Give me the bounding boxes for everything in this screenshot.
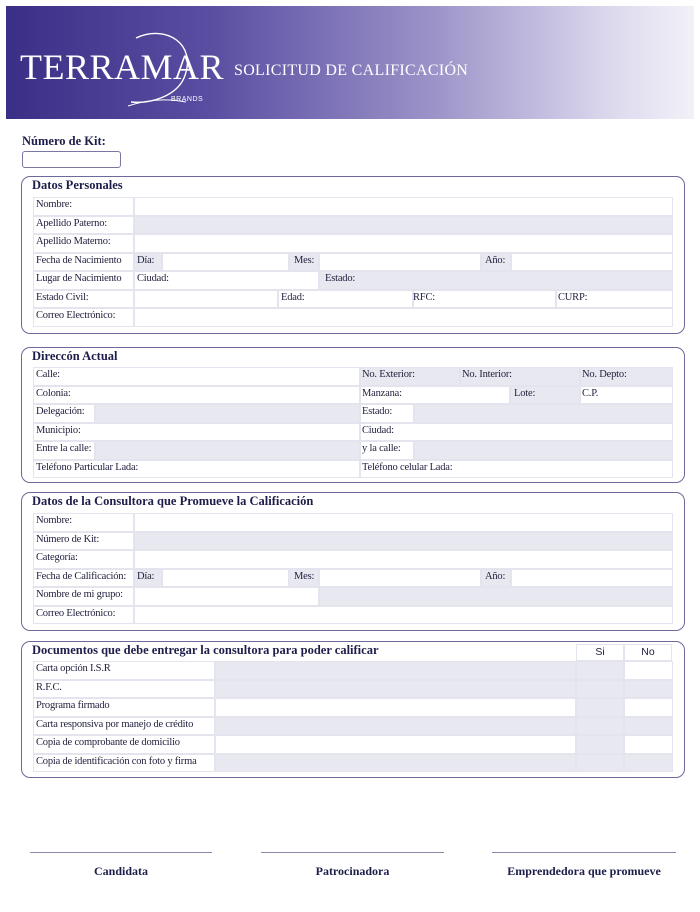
doc-no-checkbox[interactable] (624, 680, 673, 699)
doc-no-checkbox[interactable] (624, 735, 673, 754)
row-fecha-calificacion (33, 569, 673, 588)
section-datos-consultora (21, 492, 685, 631)
no-exterior-label: No. Exterior: (362, 369, 415, 380)
doc-si-checkbox[interactable] (576, 754, 624, 773)
lugar-nacimiento-label: Lugar de Nacimiento (36, 273, 122, 284)
apellido-paterno-field[interactable] (134, 216, 673, 235)
colonia-field[interactable] (33, 386, 360, 405)
section-title: Datos Personales (32, 178, 123, 192)
calle-field[interactable] (33, 367, 360, 386)
municipio-label: Municipio: (36, 424, 81, 436)
doc-row (33, 754, 673, 773)
calif-mes-field[interactable] (319, 569, 481, 588)
consultora-kit-label: Número de Kit: (36, 533, 100, 545)
doc-si-checkbox[interactable] (576, 717, 624, 736)
calif-mes-label: Mes: (294, 570, 315, 582)
calle-label: Calle: (36, 369, 60, 380)
row-colonia (33, 386, 673, 405)
row-correo (33, 308, 673, 327)
row-estado-civil (33, 290, 673, 309)
edad-label: Edad: (281, 291, 305, 303)
dia-label: Día: (137, 254, 155, 266)
row-entre-calle (33, 441, 673, 460)
ciudad-label: Ciudad: (137, 273, 169, 284)
dia-field[interactable] (162, 253, 289, 272)
row-consultora-nombre (33, 513, 673, 532)
nombre-field[interactable] (134, 197, 673, 216)
row-delegacion (33, 404, 673, 423)
calif-dia-field[interactable] (162, 569, 289, 588)
consultora-nombre-label: Nombre: (36, 515, 72, 526)
fecha-nacimiento-label: Fecha de Nacimiento (36, 254, 122, 266)
consultora-correo-label: Correo Electrónico: (36, 607, 116, 619)
section-title: Datos de la Consultora que Promueve la Calificación (32, 494, 314, 508)
row-nombre (33, 197, 673, 216)
row-grupo (33, 587, 673, 606)
row-categoria (33, 550, 673, 569)
apellido-paterno-label: Apellido Paterno: (36, 217, 107, 229)
si-column-header: Si (595, 646, 605, 658)
estado-label: Estado: (325, 273, 356, 284)
correo-field[interactable] (134, 308, 673, 327)
estado-civil-label: Estado Civil: (36, 291, 89, 303)
section-title: Direccón Actual (32, 349, 118, 363)
section-documentos (21, 641, 685, 778)
telefono-particular-label: Teléfono Particular Lada: (36, 461, 139, 473)
signature-line-patrocinadora[interactable] (261, 852, 444, 853)
signature-line-emprendedora[interactable] (492, 852, 676, 853)
form-title: SOLICITUD DE CALIFICACIÓN (234, 62, 469, 79)
ciudad-dir-label: Ciudad: (362, 424, 394, 436)
rfc-label: RFC: (413, 291, 435, 303)
entre-calle-label: Entre la calle: (36, 443, 92, 454)
doc-si-checkbox[interactable] (576, 735, 624, 754)
no-column-header: No (641, 646, 655, 658)
municipio-field[interactable] (33, 423, 360, 442)
estado-dir-label: Estado: (362, 406, 393, 417)
row-apellido-materno (33, 234, 673, 253)
no-depto-label: No. Depto: (582, 369, 627, 380)
lote-label: Lote: (514, 387, 536, 399)
doc-label: R.F.C. (36, 681, 62, 693)
anio-label: Año: (485, 254, 506, 266)
cp-label: C.P. (582, 387, 599, 399)
categoria-label: Categoría: (36, 552, 78, 563)
mes-label: Mes: (294, 254, 315, 266)
doc-no-checkbox[interactable] (624, 754, 673, 773)
section-datos-personales (21, 176, 685, 334)
header-banner (6, 6, 694, 119)
apellido-materno-field[interactable] (134, 234, 673, 253)
y-la-calle-label: y la calle: (362, 443, 401, 454)
doc-row (33, 661, 673, 680)
consultora-nombre-field[interactable] (134, 513, 673, 532)
estado-civil-field[interactable] (134, 290, 278, 309)
doc-si-checkbox[interactable] (576, 661, 624, 680)
consultora-correo-field[interactable] (134, 606, 673, 625)
doc-row (33, 680, 673, 699)
signature-label-emprendedora: Emprendedora que promueve (507, 864, 661, 878)
y-la-calle-field[interactable] (414, 441, 673, 460)
signature-label-patrocinadora: Patrocinadora (315, 864, 390, 878)
doc-no-checkbox[interactable] (624, 717, 673, 736)
row-consultora-kit (33, 532, 673, 551)
doc-label: Carta opción I.S.R (36, 663, 111, 674)
row-telefono (33, 460, 673, 479)
doc-si-checkbox[interactable] (576, 698, 624, 717)
row-consultora-correo (33, 606, 673, 625)
logo-brands-text: BRANDS (171, 96, 204, 103)
mes-field[interactable] (319, 253, 481, 272)
entre-calle-field[interactable] (95, 441, 360, 460)
terramar-logo: TERRAMAR (20, 47, 225, 87)
curp-label: CURP: (558, 291, 588, 303)
doc-label: Copia de identificación con foto y firma (36, 755, 197, 767)
categoria-field[interactable] (134, 550, 673, 569)
section-title: Documentos que debe entregar la consultora para poder calificar (32, 643, 379, 657)
grupo-field[interactable] (134, 587, 319, 606)
colonia-label: Colonia: (36, 387, 71, 399)
kit-number-label: Número de Kit: (22, 134, 106, 148)
doc-label: Programa firmado (36, 700, 110, 711)
row-municipio (33, 423, 673, 442)
kit-number-field[interactable] (22, 151, 121, 168)
section-direccion-actual (21, 347, 685, 483)
apellido-materno-label: Apellido Materno: (36, 236, 111, 247)
calif-anio-label: Año: (485, 570, 506, 582)
nombre-label: Nombre: (36, 199, 72, 210)
delegacion-label: Delegación: (36, 406, 85, 417)
signature-line-candidata[interactable] (30, 852, 212, 853)
doc-label: Carta responsiva por manejo de crédito (36, 718, 194, 730)
doc-si-checkbox[interactable] (576, 680, 624, 699)
row-fecha-nacimiento (33, 253, 673, 272)
correo-label: Correo Electrónico: (36, 310, 116, 321)
row-lugar-nacimiento (33, 271, 673, 290)
delegacion-field[interactable] (95, 404, 360, 423)
grupo-label: Nombre de mi grupo: (36, 589, 123, 600)
anio-field[interactable] (511, 253, 673, 272)
manzana-label: Manzana: (362, 387, 402, 399)
row-apellido-paterno (33, 216, 673, 235)
no-interior-label: No. Interior: (462, 369, 512, 380)
estado-field[interactable] (319, 271, 673, 290)
fecha-calificacion-label: Fecha de Calificación: (36, 570, 127, 582)
telefono-celular-label: Teléfono celular Lada: (362, 461, 453, 473)
doc-label: Copia de comprobante de domicilio (36, 737, 180, 748)
calif-dia-label: Día: (137, 570, 155, 582)
doc-row (33, 717, 673, 736)
doc-no-checkbox[interactable] (624, 661, 673, 680)
row-calle (33, 367, 673, 386)
doc-row (33, 735, 673, 754)
signature-label-candidata: Candidata (93, 864, 149, 878)
doc-row (33, 698, 673, 717)
doc-no-checkbox[interactable] (624, 698, 673, 717)
ciudad-dir-field[interactable] (360, 423, 673, 442)
consultora-kit-field[interactable] (134, 532, 673, 551)
calif-anio-field[interactable] (511, 569, 673, 588)
estado-dir-field[interactable] (414, 404, 673, 423)
